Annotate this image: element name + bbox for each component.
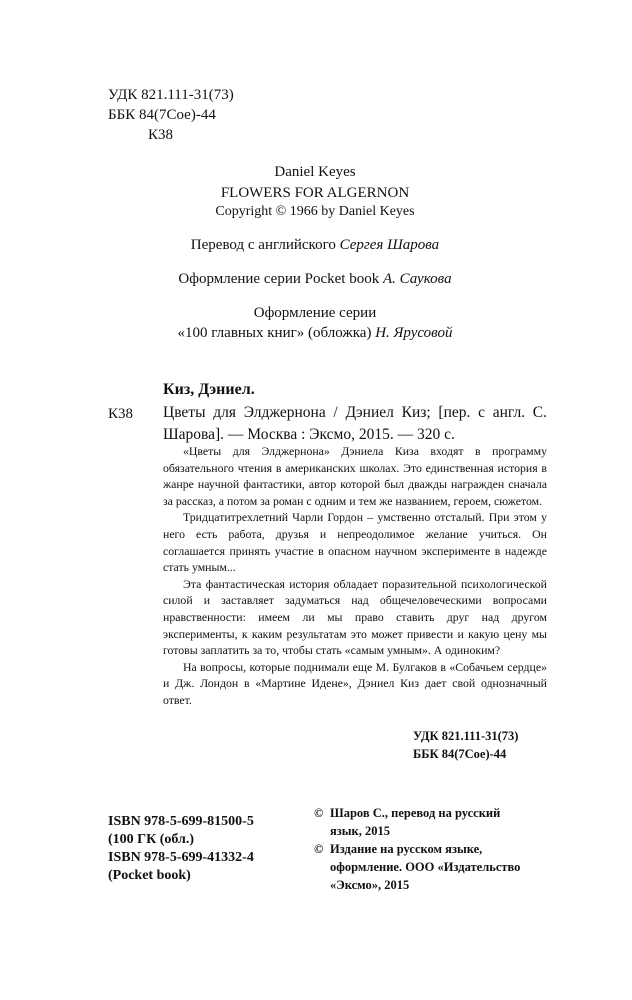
copyright-line: Шаров С., перевод на русский	[330, 806, 501, 820]
copyright-line: «Эксмо», 2015	[330, 878, 410, 892]
author-mark: К38	[148, 127, 174, 143]
credits-block	[90, 162, 540, 343]
copyright-item-translation	[314, 804, 554, 840]
isbn-line: ISBN 978-5-699-81500-5	[108, 814, 254, 829]
classification-codes	[108, 85, 234, 145]
copyright-line: язык, 2015	[330, 824, 390, 838]
bbk-code: ББК 84(7Сое)-44	[108, 107, 216, 123]
copyright-item-edition	[314, 840, 554, 894]
translator-name: Сергея Шарова	[339, 237, 440, 253]
original-title: FLOWERS FOR ALGERNON	[220, 185, 410, 201]
isbn-block	[108, 813, 254, 885]
series-designer-name: А. Саукова	[382, 271, 452, 287]
cip-author: Киз, Дэниел.	[163, 381, 255, 398]
annotation-paragraph: Эта фантастическая история обладает поразительной психологической силой и заставляет задуматься над общечеловеческими вопросами нравственности: имеем ли мы право ставить друг над другом эксперименты, к каким результатам это может привести и какую цену мы готовы заплатить за то, чтобы стать «самым умным». А одиноким?	[163, 576, 547, 658]
cover-designer-name: Н. Ярусовой	[375, 325, 453, 341]
annotation-codes	[413, 727, 518, 763]
original-author: Daniel Keyes	[274, 164, 356, 180]
cip-code: К38	[108, 406, 134, 422]
isbn-line: ISBN 978-5-699-41332-4	[108, 850, 254, 865]
translation-credit	[90, 235, 540, 255]
cip-entry: Цветы для Элджернона / Дэниел Киз; [пер. с англ. С. Шарова]. — Москва : Эксмо, 2015. — 320 с.	[163, 404, 547, 443]
copyright-line: оформление. ООО «Издательство	[330, 860, 521, 874]
series-design-label-2: Оформление серии	[253, 305, 377, 321]
translation-label: Перевод с английского	[190, 237, 336, 253]
copyright-line: Издание на русском языке,	[330, 842, 483, 856]
isbn-note: (100 ГК (обл.)	[108, 832, 195, 847]
cover-design-credit	[90, 323, 540, 343]
copyright-symbol: ©	[314, 806, 324, 820]
annotation-paragraph: «Цветы для Элджернона» Дэниела Киза входят в программу обязательного чтения в американских школах. Это единственная история в жанре научной фантастики, автор которой был дважды награжден сначала за рассказ, а потом за роман с одним и тем же названием, героем, сюжетом.	[163, 444, 547, 508]
udk-code: УДК 821.111-31(73)	[108, 87, 234, 103]
annotation-paragraph: На вопросы, которые поднимали еще М. Булгаков в «Собачьем сердце» и Дж. Лондон в «Мартине Идене», Дэниел Киз дает свой однозначный ответ.	[163, 659, 547, 707]
series-design-credit	[90, 269, 540, 289]
isbn-note: (Pocket book)	[108, 868, 191, 883]
original-copyright: Copyright © 1966 by Daniel Keyes	[215, 204, 415, 219]
series-design-label: Оформление серии Pocket book	[178, 271, 380, 287]
copyright-symbol: ©	[314, 842, 324, 856]
copyright-block	[314, 804, 554, 894]
annotation-udk: УДК 821.111-31(73)	[413, 729, 519, 743]
annotation-bbk: ББК 84(7Сое)-44	[413, 747, 507, 761]
annotation-paragraph: Тридцатитрехлетний Чарли Гордон – умственно отсталый. При этом у него есть работа, друзья и непреодолимое желание учиться. Он соглашается принять участие в опасном научном эксперименте в надежде стать умным...	[163, 510, 547, 575]
annotation	[163, 443, 547, 709]
series-cover-label: «100 главных книг» (обложка)	[177, 325, 372, 341]
